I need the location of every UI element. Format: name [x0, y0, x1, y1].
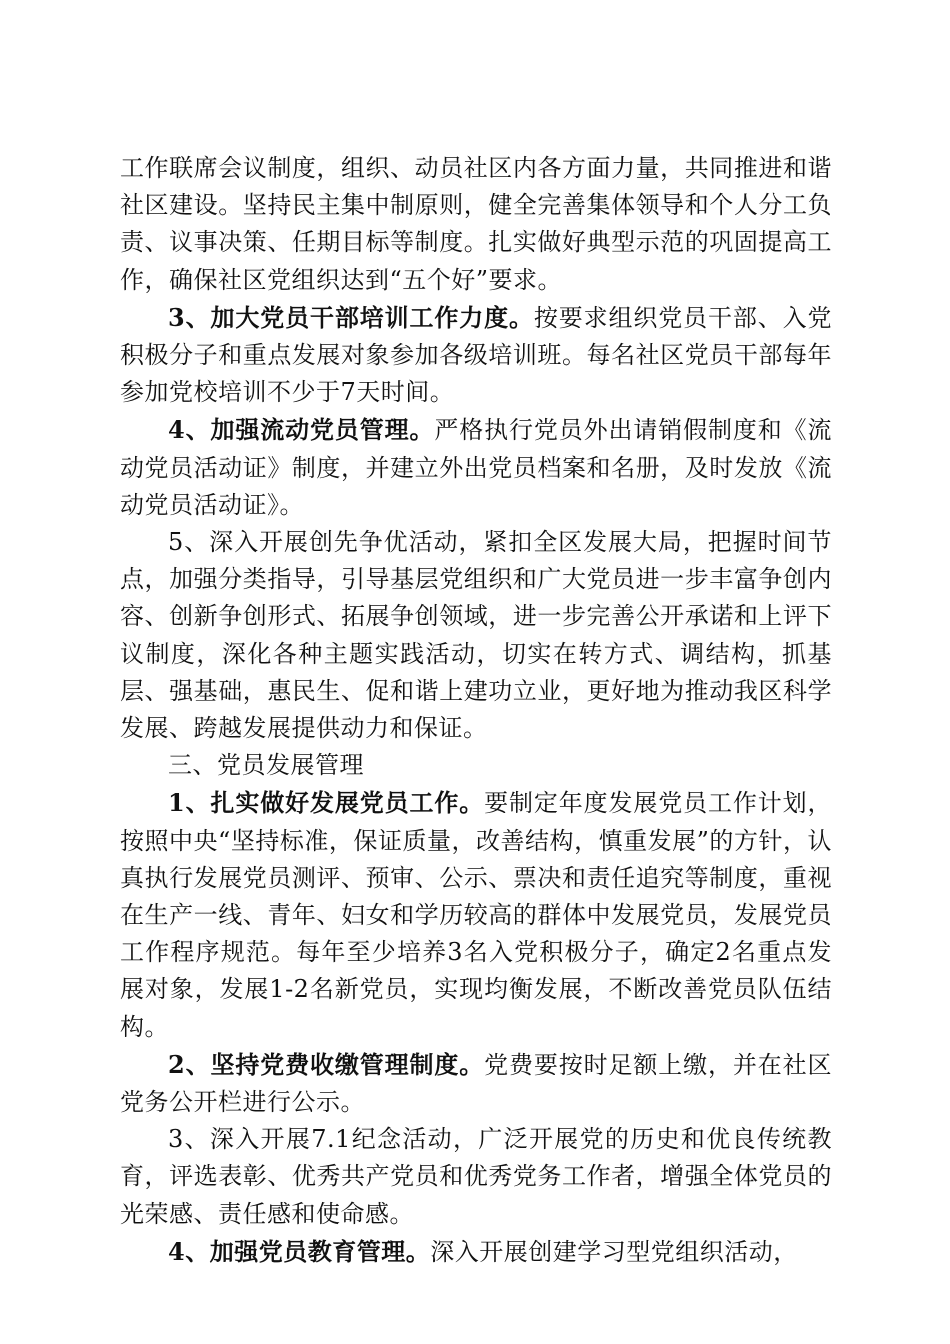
paragraph-8 — [120, 1121, 832, 1233]
section-heading-text: 三、党员发展管理 — [168, 751, 364, 780]
document-body — [120, 150, 832, 1271]
paragraph-6-heading: 1、扎实做好发展党员工作。 — [168, 788, 485, 818]
paragraph-3-text: 严格执行党员外出请销假制度和《流动党员活动证》制度，并建立外出党员档案和名册，及时发放《流动党员活动证》。 — [120, 416, 832, 519]
paragraph-9 — [120, 1233, 832, 1271]
paragraph-7-heading: 2、坚持党费收缴管理制度。 — [168, 1049, 485, 1079]
paragraph-3 — [120, 411, 832, 524]
paragraph-1 — [120, 150, 832, 299]
paragraph-9-text: 深入开展创建学习型党组织活动， — [430, 1237, 798, 1266]
paragraph-3-heading: 4、加强流动党员管理。 — [168, 415, 435, 445]
paragraph-7-text: 党费要按时足额上缴，并在社区党务公开栏进行公示。 — [120, 1050, 833, 1117]
paragraph-6 — [120, 784, 832, 1045]
paragraph-4 — [120, 524, 832, 747]
paragraph-2-text: 按要求组织党员干部、入党积极分子和重点发展对象参加各级培训班。每名社区党员干部每年参加党校培训不少于7天时间。 — [120, 303, 833, 407]
paragraph-9-heading: 4、加强党员教育管理。 — [168, 1236, 431, 1266]
paragraph-8-text: 3、深入开展7.1纪念活动，广泛开展党的历史和优良传统教育，评选表彰、优秀共产党员和优秀党务工作者，增强全体党员的光荣感、责任感和使命感。 — [120, 1125, 832, 1228]
paragraph-4-text: 5、深入开展创先争优活动，紧扣全区发展大局，把握时间节点，加强分类指导，引导基层党组织和广大党员进一步丰富争创内容、创新争创形式、拓展争创领域，进一步完善公开承诺和上评下议制度，深化各种主题实践活动，切实在转方式、调结构，抓基层、强基础，惠民生、促和谐上建功立业，更好地为推动我区科学发展、跨越发展提供动力和保证。 — [120, 528, 832, 743]
paragraph-2 — [120, 299, 832, 412]
paragraph-2-heading: 3、加大党员干部培训工作力度。 — [168, 302, 534, 332]
paragraph-7 — [120, 1046, 832, 1121]
section-heading — [120, 747, 832, 784]
paragraph-1-text: 工作联席会议制度，组织、动员社区内各方面力量，共同推进和谐社区建设。坚持民主集中制原则，健全完善集体领导和个人分工负责、议事决策、任期目标等制度。扎实做好典型示范的巩固提高工作，确保社区党组织达到“五个好”要求。 — [120, 154, 832, 294]
paragraph-6-text: 要制定年度发展党员工作计划，按照中央“坚持标准，保证质量，改善结构，慎重发展”的方针，认真执行发展党员测评、预审、公示、票决和责任追究等制度，重视在生产一线、青年、妇女和学历较高的群体中发展党员，发展党员工作程序规范。每年至少培养3名入党积极分子，确定2名重点发展对象，发展1-2名新党员，实现均衡发展，不断改善党员队伍结构。 — [120, 789, 833, 1041]
